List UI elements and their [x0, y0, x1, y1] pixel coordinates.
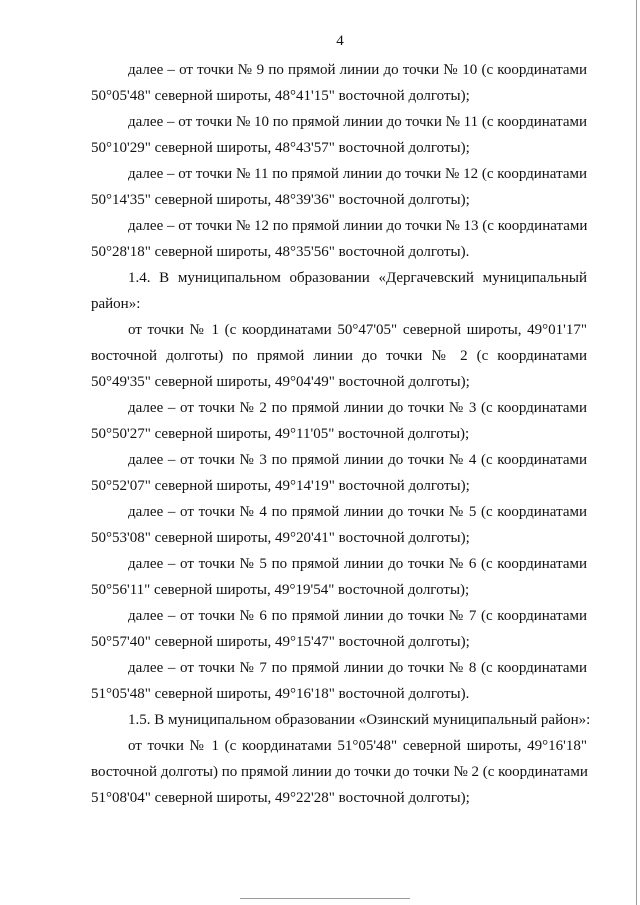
- text-line: далее – от точки № 10 по прямой линии до точки № 11 (с координатами: [128, 114, 587, 130]
- text-line: 50°52'07" северной широты, 49°14'19" восточной долготы);: [91, 478, 470, 494]
- text-line: 50°57'40" северной широты, 49°15'47" восточной долготы);: [91, 634, 470, 650]
- text-line: 51°08'04" северной широты, 49°22'28" восточной долготы);: [91, 790, 470, 806]
- text-line: далее – от точки № 4 по прямой линии до точки № 5 (с координатами: [128, 504, 587, 520]
- text-line: 51°05'48" северной широты, 49°16'18" восточной долготы).: [91, 686, 470, 702]
- scan-bottom-mark: [240, 898, 410, 899]
- text-line: от точки № 1 (с координатами 51°05'48" северной широты, 49°16'18": [128, 738, 587, 754]
- text-line: далее – от точки № 9 по прямой линии до точки № 10 (с координатами: [128, 62, 587, 78]
- text-line: 50°56'11" северной широты, 49°19'54" восточной долготы);: [91, 582, 470, 598]
- text-line: 50°53'08" северной широты, 49°20'41" восточной долготы);: [91, 530, 470, 546]
- text-line: далее – от точки № 2 по прямой линии до точки № 3 (с координатами: [128, 400, 587, 416]
- text-line: 50°05'48" северной широты, 48°41'15" восточной долготы);: [91, 88, 470, 104]
- text-line: далее – от точки № 5 по прямой линии до точки № 6 (с координатами: [128, 556, 587, 572]
- text-line: далее – от точки № 6 по прямой линии до точки № 7 (с координатами: [128, 608, 587, 624]
- text-line: далее – от точки № 3 по прямой линии до точки № 4 (с координатами: [128, 452, 587, 468]
- text-line: восточной долготы) по прямой линии до точки № 2 (с координатами: [91, 348, 587, 364]
- text-line: от точки № 1 (с координатами 50°47'05" северной широты, 49°01'17": [128, 322, 587, 338]
- text-line: 50°10'29" северной широты, 48°43'57" восточной долготы);: [91, 140, 470, 156]
- text-line: далее – от точки № 12 по прямой линии до точки № 13 (с координатами: [128, 218, 588, 234]
- section-heading-1-4: 1.4. В муниципальном образовании «Дергачевский муниципальный: [128, 270, 587, 286]
- page-number: 4: [336, 33, 344, 49]
- text-line: 50°14'35" северной широты, 48°39'36" восточной долготы);: [91, 192, 470, 208]
- text-line: восточной долготы) по прямой линии до точки до точки № 2 (с координатами: [91, 764, 588, 780]
- text-line: 50°49'35" северной широты, 49°04'49" восточной долготы);: [91, 374, 470, 390]
- scan-edge-mark: [636, 0, 637, 905]
- text-line: 50°50'27" северной широты, 49°11'05" восточной долготы);: [91, 426, 470, 442]
- text-line: район»:: [91, 296, 141, 312]
- text-line: далее – от точки № 11 по прямой линии до точки № 12 (с координатами: [128, 166, 587, 182]
- text-line: 50°28'18" северной широты, 48°35'56" восточной долготы).: [91, 244, 470, 260]
- text-line: далее – от точки № 7 по прямой линии до точки № 8 (с координатами: [128, 660, 587, 676]
- section-heading-1-5: 1.5. В муниципальном образовании «Озинский муниципальный район»:: [128, 712, 591, 728]
